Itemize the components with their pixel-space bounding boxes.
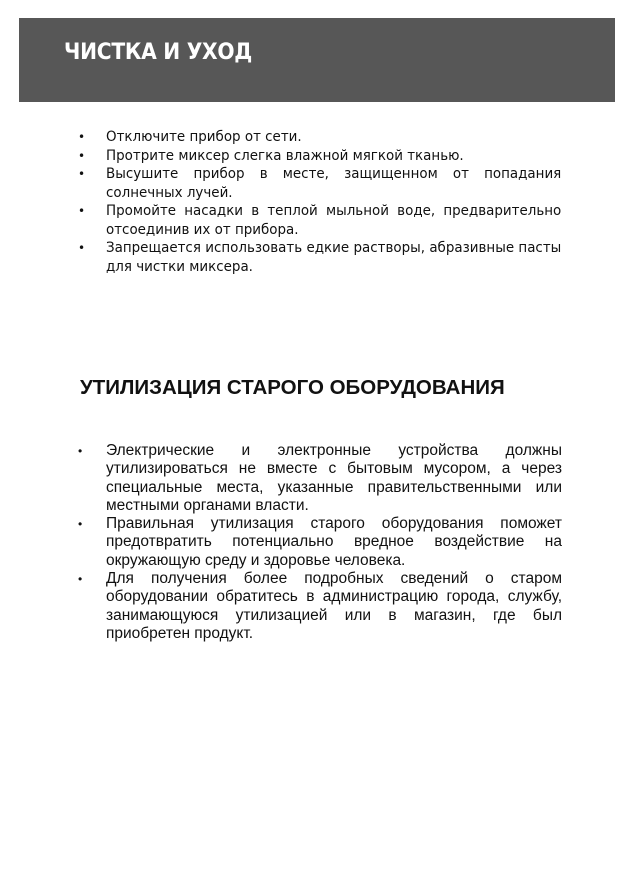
list-item-text: Запрещается использовать едкие растворы, абразивные пасты для чистки миксера. xyxy=(106,240,562,275)
bullet-icon: • xyxy=(78,517,83,532)
list-item xyxy=(78,165,562,202)
disposal-list xyxy=(78,442,562,643)
list-item xyxy=(78,442,562,515)
bullet-icon: • xyxy=(78,167,86,181)
bullet-icon: • xyxy=(78,572,83,587)
list-item xyxy=(78,570,562,643)
list-item-text: Отключите прибор от сети. xyxy=(106,129,302,145)
section-title-disposal: УТИЛИЗАЦИЯ СТАРОГО ОБОРУДОВАНИЯ xyxy=(80,376,505,399)
list-item xyxy=(78,147,562,166)
bullet-icon: • xyxy=(78,241,86,255)
bullet-icon: • xyxy=(78,444,83,458)
section-title-cleaning: ЧИСТКА И УХОД xyxy=(64,40,253,65)
list-item xyxy=(78,239,562,276)
list-item-text: Для получения более подробных сведений о старом оборудовании обратитесь в администрацию города, службу, занимающуюся утилизацией или в магазин, где был приобретен продукт. xyxy=(106,570,562,642)
bullet-icon: • xyxy=(78,130,86,144)
list-item-text: Электрические и электронные устройства должны утилизироваться не вместе с бытовым мусором, а через специальные места, указанные правительственными или местными органами власти. xyxy=(106,442,562,514)
list-item xyxy=(78,515,562,570)
list-item xyxy=(78,202,562,239)
list-item-text: Промойте насадки в теплой мыльной воде, предварительно отсоединив их от прибора. xyxy=(106,203,562,238)
list-item xyxy=(78,128,562,147)
bullet-icon: • xyxy=(78,148,86,163)
list-item-text: Правильная утилизация старого оборудования поможет предотвратить потенциально вредное воздействие на окружающую среду и здоровье человека. xyxy=(106,515,562,569)
list-item-text: Высушите прибор в месте, защищенном от попадания солнечных лучей. xyxy=(106,166,562,201)
bullet-icon: • xyxy=(78,204,86,218)
list-item-text: Протрите миксер слегка влажной мягкой тканью. xyxy=(106,147,464,164)
cleaning-list xyxy=(78,128,562,276)
